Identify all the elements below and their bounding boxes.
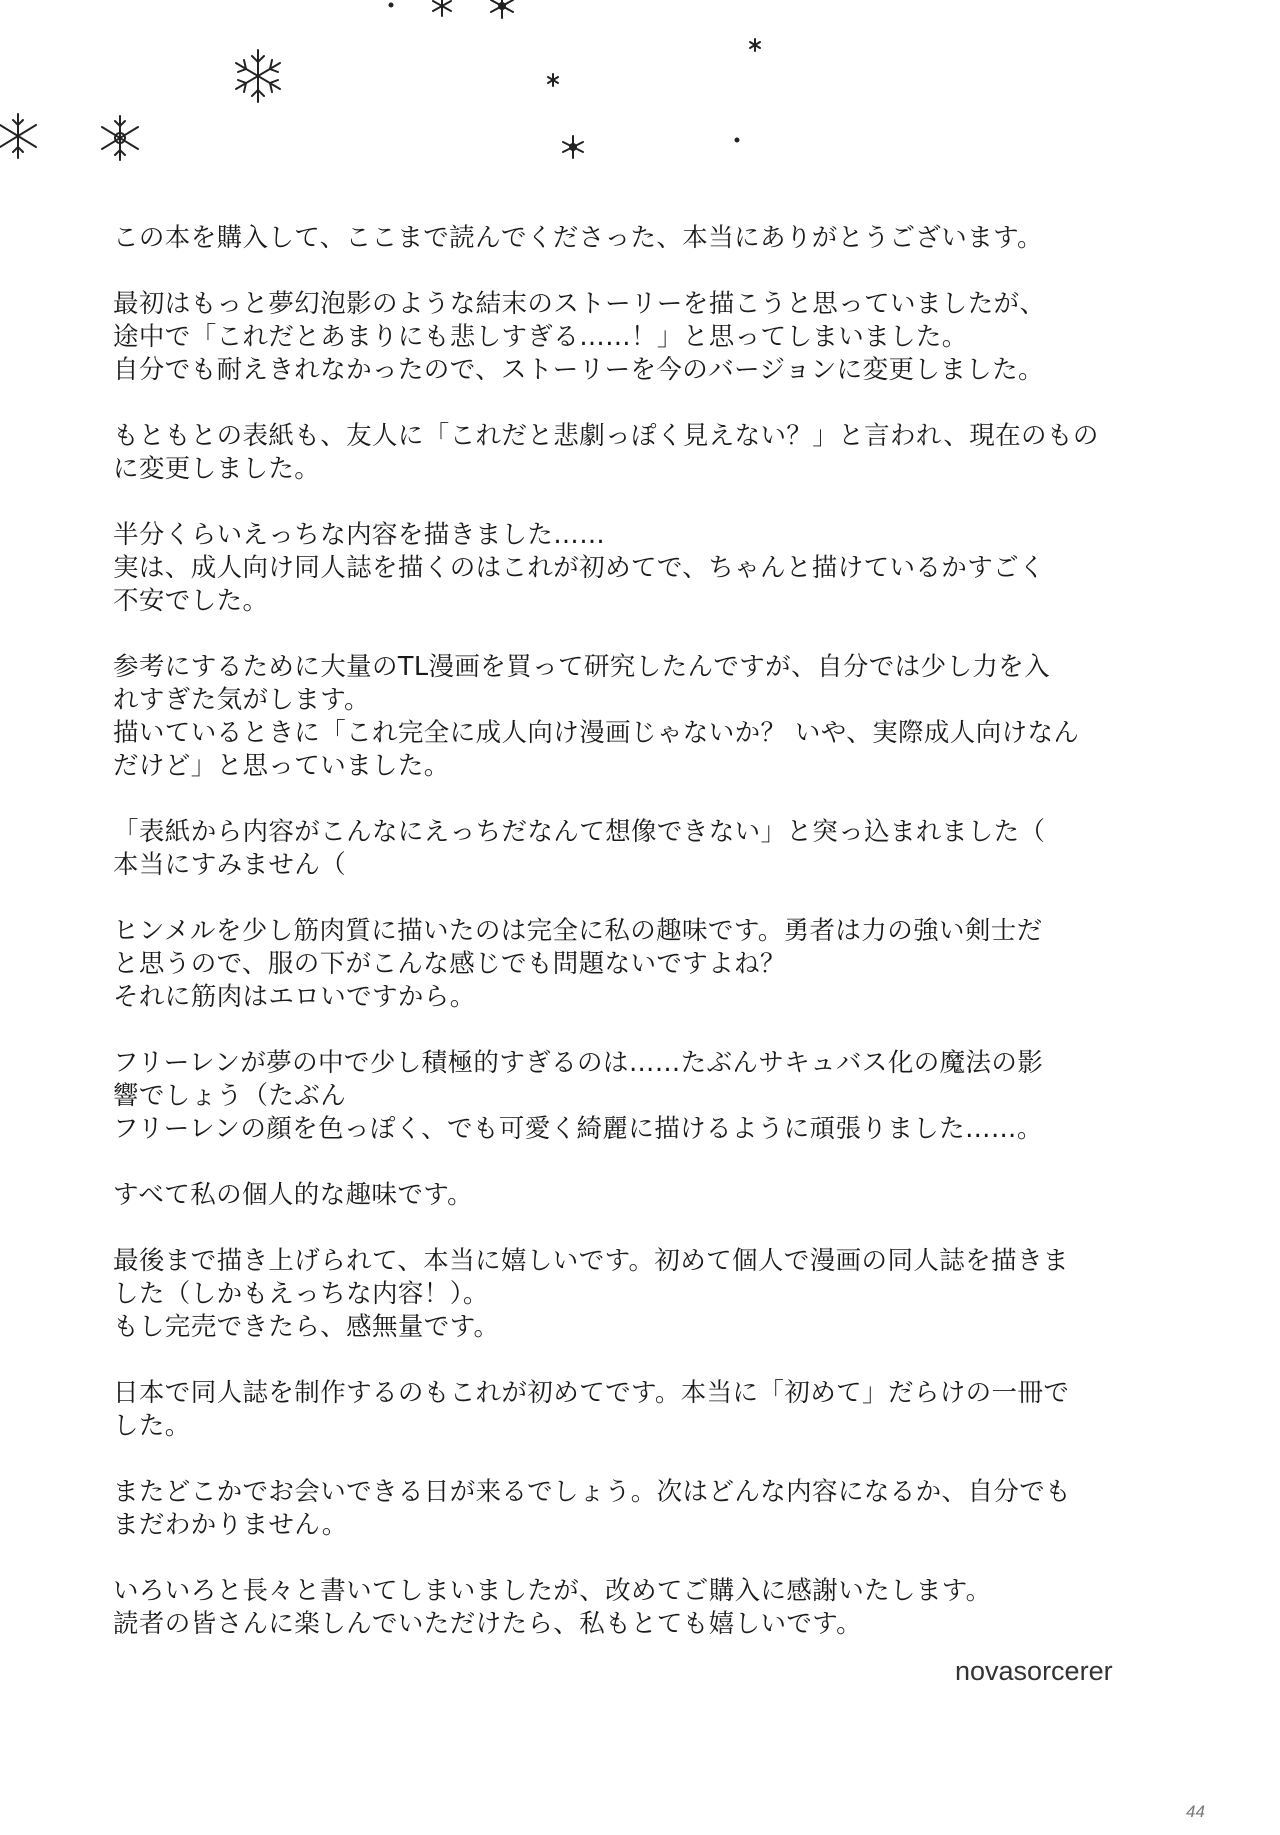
- paragraph: [113, 816, 1173, 882]
- text-line: もし完売できたら、感無量です。: [113, 1312, 500, 1342]
- text-line: 日本で同人誌を制作するのもこれが初めてです。本当に「初めて」だらけの一冊で: [113, 1378, 1070, 1408]
- snowflake-icon: [433, 0, 451, 16]
- text-line: まだわかりません。: [113, 1510, 348, 1540]
- paragraph: [113, 1377, 1173, 1443]
- paragraph: [113, 1245, 1173, 1344]
- snowflake-icon: [750, 39, 760, 51]
- paragraph: [113, 519, 1173, 618]
- text-line: いろいろと長々と書いてしまいましたが、改めてご購入に感謝いたします。: [113, 1576, 992, 1606]
- text-line: 半分くらいえっちな内容を描きました……: [113, 520, 606, 550]
- text-line: ヒンメルを少し筋肉質に描いたのは完全に私の趣味です。勇者は力の強い剣士だ: [113, 916, 1043, 946]
- text-line: フリーレンの顔を色っぽく、でも可愛く綺麗に描けるように頑張りました……。: [113, 1114, 1043, 1144]
- snowflake-icon: [491, 0, 513, 18]
- snowflake-icon: [102, 116, 138, 160]
- paragraph: [113, 288, 1173, 387]
- text-line: 「表紙から内容がこんなにえっちだなんて想像できない」と突っ込まれました（: [113, 817, 1046, 847]
- text-line: した。: [113, 1411, 191, 1441]
- afterword-text: [113, 222, 1173, 1674]
- paragraph: [113, 1575, 1173, 1641]
- snowflake-icon: [236, 50, 280, 102]
- text-line: フリーレンが夢の中で少し積極的すぎるのは……たぶんサキュバス化の魔法の影: [113, 1048, 1044, 1078]
- text-line: 読者の皆さんに楽しんでいただけたら、私もとても嬉しいです。: [113, 1609, 863, 1639]
- snowflake-icon: [0, 114, 36, 158]
- text-line: と思うので、服の下がこんな感じでも問題ないですよね？: [113, 949, 786, 979]
- text-line: に変更しました。: [113, 454, 321, 484]
- text-line: この本を購入して、ここまで読んでくださった、本当にありがとうございます。: [113, 223, 1043, 253]
- paragraph: [113, 420, 1173, 486]
- text-line: 最初はもっと夢幻泡影のような結末のストーリーを描こうと思っていましたが、: [113, 289, 1046, 319]
- text-line: 実は、成人向け同人誌を描くのはこれが初めてで、ちゃんと描けているかすごく: [113, 553, 1045, 583]
- text-line: れすぎた気がします。: [113, 685, 370, 715]
- text-line: 参考にするために大量のTL漫画を買って研究したんですが、自分では少し力を入: [113, 652, 1051, 682]
- paragraph: [113, 1476, 1173, 1542]
- text-line: 途中で「これだとあまりにも悲しすぎる……！」と思ってしまいました。: [113, 322, 968, 352]
- snowflake-icon: [563, 136, 583, 158]
- author-signature: novasorcerer: [955, 1656, 1113, 1686]
- text-line: 不安でした。: [113, 586, 269, 616]
- page-number: 44: [1186, 1802, 1205, 1821]
- paragraph: [113, 1047, 1173, 1146]
- paragraph: [113, 915, 1173, 1014]
- text-line: 響でしょう（たぶん: [113, 1081, 347, 1111]
- text-line: 最後まで描き上げられて、本当に嬉しいです。初めて個人で漫画の同人誌を描きま: [113, 1246, 1069, 1276]
- text-line: それに筋肉はエロいですから。: [113, 982, 476, 1012]
- text-line: 自分でも耐えきれなかったので、ストーリーを今のバージョンに変更しました。: [113, 355, 1044, 385]
- text-line: 本当にすみません（: [113, 850, 347, 880]
- text-line: すべて私の個人的な趣味です。: [113, 1180, 474, 1210]
- text-line: した（しかもえっちな内容！）。: [113, 1279, 489, 1309]
- snowflake-icon: [548, 74, 558, 86]
- paragraph: [113, 1179, 1173, 1212]
- text-line: またどこかでお会いできる日が来るでしょう。次はどんな内容になるか、自分でも: [113, 1477, 1072, 1507]
- paragraph: [113, 651, 1173, 783]
- text-line: だけど」と思っていました。: [113, 751, 450, 781]
- paragraph: [113, 222, 1173, 255]
- text-line: 描いているときに「これ完全に成人向け漫画じゃないか？ いや、実際成人向けなん: [113, 718, 1080, 748]
- snowflake-decoration: [0, 0, 1280, 200]
- text-line: もともとの表紙も、友人に「これだと悲劇っぽく見えない？」と言われ、現在のもの: [113, 421, 1099, 451]
